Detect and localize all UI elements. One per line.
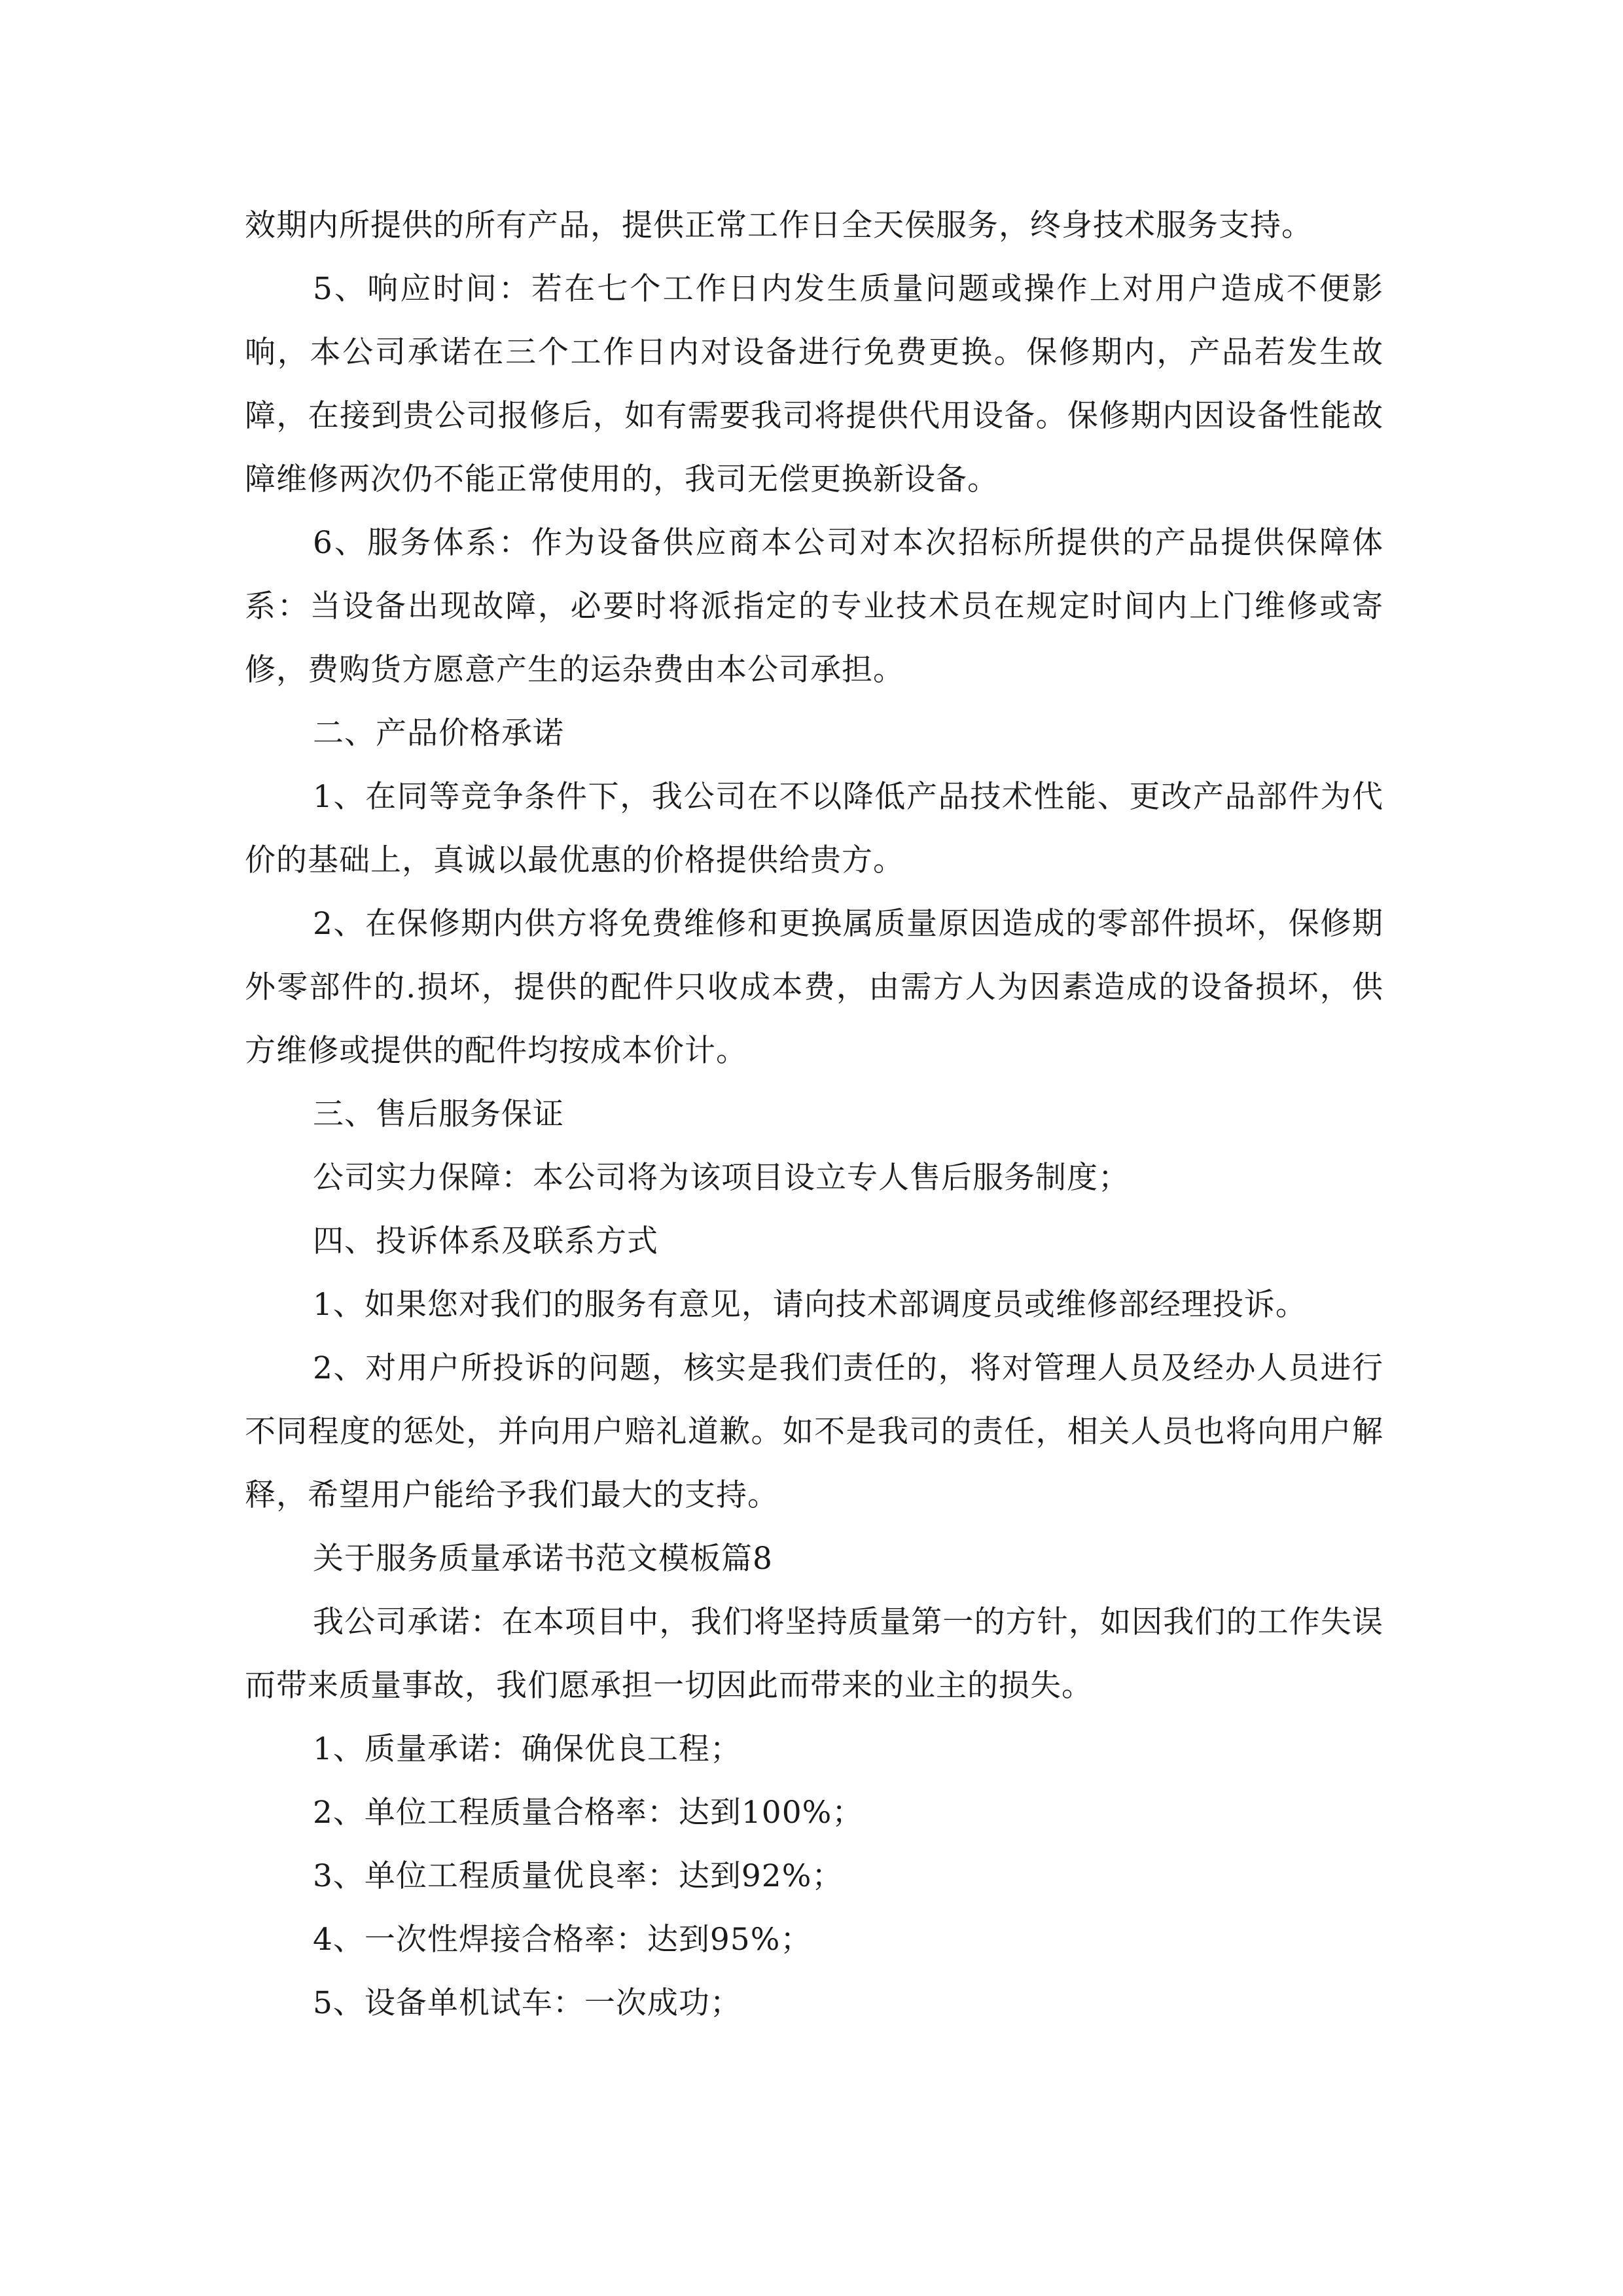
paragraph: 1、如果您对我们的服务有意见，请向技术部调度员或维修部经理投诉。 [313, 1287, 1307, 1323]
list-item: 3、单位工程质量优良率：达到92%； [313, 1858, 844, 1894]
paragraph: 我公司承诺：在本项目中，我们将坚持质量第一的方针，如因我们的工作失误而带来质量事故，我们愿承担一切因此而带来的业主的损失。 [245, 1604, 1383, 1704]
section-heading: 三、售后服务保证 [313, 1096, 564, 1132]
paragraph: 2、对用户所投诉的问题，核实是我们责任的，将对管理人员及经办人员进行不同程度的惩处，并向用户赔礼道歉。如不是我司的责任，相关人员也将向用户解释，希望用户能给予我们最大的支持。 [245, 1350, 1383, 1513]
list-item: 2、单位工程质量合格率：达到100%； [313, 1795, 864, 1831]
paragraph: 1、在同等竞争条件下，我公司在不以降低产品技术性能、更改产品部件为代价的基础上，真诚以最优惠的价格提供给贵方。 [245, 779, 1383, 878]
section-heading: 二、产品价格承诺 [313, 715, 564, 751]
article-title: 关于服务质量承诺书范文模板篇8 [313, 1541, 773, 1577]
list-item: 1、质量承诺：确保优良工程； [313, 1731, 741, 1767]
document-body [245, 194, 1383, 2035]
paragraph: 6、服务体系：作为设备供应商本公司对本次招标所提供的产品提供保障体系：当设备出现故障，必要时将派指定的专业技术员在规定时间内上门维修或寄修，费购货方愿意产生的运杂费由本公司承担。 [245, 525, 1383, 688]
list-item: 4、一次性焊接合格率：达到95%； [313, 1922, 812, 1958]
paragraph: 5、响应时间：若在七个工作日内发生质量问题或操作上对用户造成不便影响，本公司承诺在三个工作日内对设备进行免费更换。保修期内，产品若发生故障，在接到贵公司报修后，如有需要我司将提供代用设备。保修期内因设备性能故障维修两次仍不能正常使用的，我司无偿更换新设备。 [245, 271, 1383, 497]
paragraph: 2、在保修期内供方将免费维修和更换属质量原因造成的零部件损坏，保修期外零部件的.损坏，提供的配件只收成本费，由需方人为因素造成的设备损坏，供方维修或提供的配件均按成本价计。 [245, 906, 1383, 1069]
paragraph: 公司实力保障：本公司将为该项目设立专人售后服务制度； [313, 1160, 1130, 1196]
section-heading: 四、投诉体系及联系方式 [313, 1223, 658, 1259]
list-item: 5、设备单机试车：一次成功； [313, 1985, 741, 2021]
paragraph: 效期内所提供的所有产品，提供正常工作日全天侯服务，终身技术服务支持。 [245, 207, 1313, 243]
